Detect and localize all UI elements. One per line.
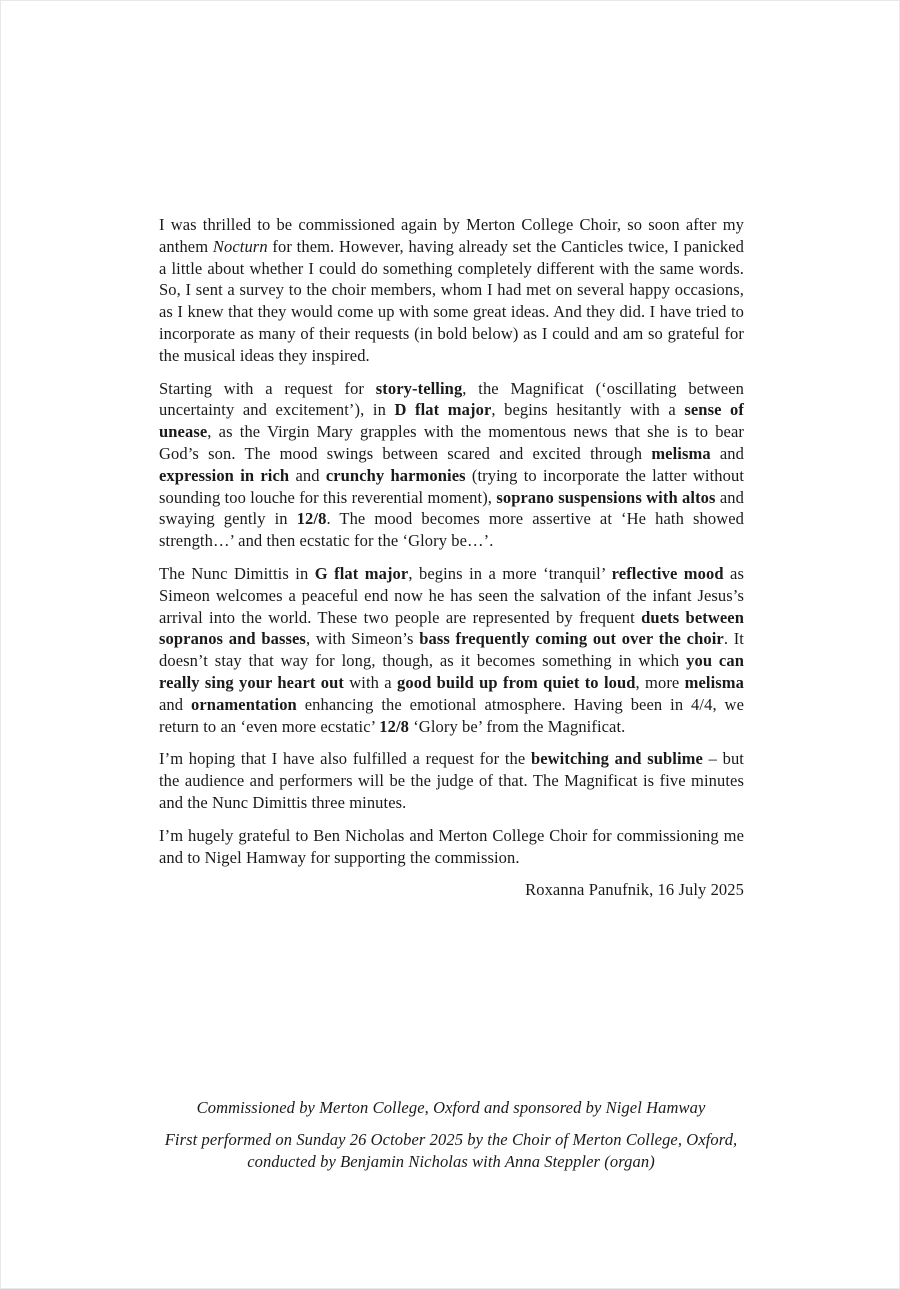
- credit-line: First performed on Sunday 26 October 2025 by the Choir of Merton College, Oxford, conducted by Benjamin Nicholas with Anna Steppler (organ): [164, 1130, 738, 1171]
- bold-run: sense of unease: [159, 400, 745, 442]
- text-run: The Nunc Dimittis in: [159, 563, 315, 583]
- bold-run: ornamentation: [191, 694, 297, 714]
- text-run: , the Magnificat (‘oscillating between uncertainty and excitement’), in: [159, 378, 745, 420]
- text-run: , begins in a more ‘tranquil’: [408, 563, 612, 583]
- credit-line: Commissioned by Merton College, Oxford and sponsored by Nigel Hamway: [196, 1098, 706, 1117]
- bold-run: expression in rich: [159, 465, 290, 485]
- bold-run: melisma: [651, 443, 711, 463]
- bold-run: you can really sing your heart out: [159, 651, 744, 692]
- text-run: as Simeon welcomes a peaceful end now he has seen the salvation of the infant Jesus’s arrival into the world. These two people are represented by frequent: [159, 563, 744, 627]
- text-run: ‘Glory be’ from the Magnificat.: [408, 716, 626, 736]
- bold-run: D flat major: [394, 400, 492, 420]
- paragraph: [159, 214, 744, 367]
- bold-run: bewitching and sublime: [530, 749, 703, 769]
- bold-run: melisma: [684, 672, 744, 692]
- text-run: . It doesn’t stay that way for long, though, as it becomes something in which: [159, 629, 744, 671]
- text-run: and: [289, 465, 326, 485]
- text-run: (trying to incorporate the latter without sounding too louche for this reverential moment),: [159, 465, 745, 507]
- text-run: , as the Virgin Mary grapples with the momentous news that she is to bear God’s son. The mood swings between scared and excited through: [159, 422, 744, 463]
- text-run: with a: [344, 672, 398, 692]
- bold-run: good build up from quiet to loud: [397, 672, 636, 692]
- programme-note-body: [159, 214, 744, 901]
- paragraph: [159, 563, 744, 737]
- text-run: I’m hugely grateful to Ben Nicholas and Merton College Choir for commissioning me and to Nigel Hamway for supporting the commission.: [159, 825, 744, 867]
- bold-run: crunchy harmonies: [325, 465, 466, 485]
- bold-run: 12/8: [379, 716, 409, 736]
- text-run: and: [159, 694, 192, 714]
- bold-run: duets between sopranos and basses: [159, 607, 744, 649]
- performance-credits: [1, 1097, 900, 1183]
- text-run: enhancing the emotional atmosphere. Having been in 4/4, we return to an ‘even more ecstatic’: [159, 694, 745, 736]
- bold-run: bass frequently coming out over the choir: [419, 629, 724, 649]
- text-run: , with Simeon’s: [305, 629, 420, 649]
- text-run: and: [710, 443, 744, 463]
- text-run: , begins hesitantly with a: [491, 400, 685, 420]
- signature-line: Roxanna Panufnik, 16 July 2025: [525, 880, 744, 900]
- text-run: I was thrilled to be commissioned again by Merton College Choir, so soon after my anthem: [159, 215, 744, 256]
- text-run: . The mood becomes more assertive at ‘He hath showed strength…’ and then ecstatic for the ‘Glory be…’.: [159, 509, 744, 551]
- text-run: for them. However, having already set the Canticles twice, I panicked a little about whether I could do something completely different with the same words. So, I sent a survey to the choir members, whom I had met on several happy occasions, as I knew that they would come up with some great ideas. And they did. I have tried to incorporate as many of their requests (in bold below) as I could and am so grateful for the musical ideas they inspired.: [159, 236, 745, 365]
- text-run: Starting with a request for: [159, 378, 376, 398]
- paragraph: [159, 825, 744, 869]
- bold-run: soprano suspensions with altos: [496, 487, 716, 507]
- paragraph: [159, 748, 744, 813]
- bold-run: G flat major: [314, 563, 409, 583]
- text-run: – but the audience and performers will be the judge of that. The Magnificat is five minutes and the Nunc Dimittis three minutes.: [159, 749, 744, 812]
- text-run: , more: [635, 672, 685, 692]
- paragraph: [159, 378, 744, 552]
- text-run: and swaying gently in: [159, 487, 744, 529]
- italic-run: Nocturn: [212, 236, 268, 256]
- bold-run: reflective mood: [611, 563, 724, 583]
- bold-run: story-telling: [375, 378, 463, 398]
- bold-run: 12/8: [296, 509, 327, 529]
- text-run: I’m hoping that I have also fulfilled a request for the: [159, 749, 531, 769]
